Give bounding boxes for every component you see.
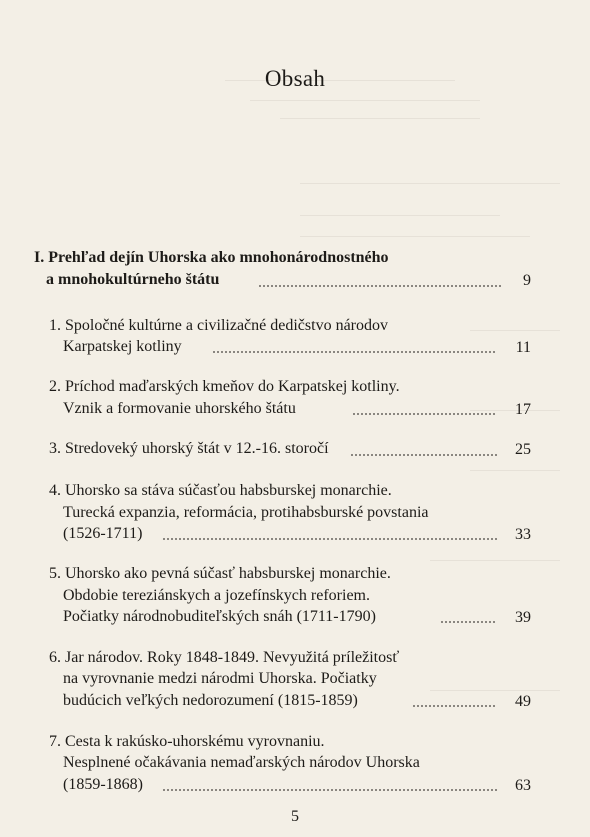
toc-entry-text: Vznik a formovanie uhorského štátu (63, 400, 296, 417)
toc-entry-text: (1526-1711) (63, 525, 143, 542)
toc-page-number: 17 (515, 401, 531, 418)
toc-page-number: 25 (515, 441, 531, 458)
toc-entry-text: na vyrovnanie medzi národmi Uhorska. Počiatky (63, 670, 377, 687)
toc-page-number: 49 (515, 693, 531, 710)
toc-page-number: 11 (515, 339, 531, 356)
dot-leader (162, 789, 497, 791)
dot-leader (162, 538, 497, 540)
toc-entry-text: 3. Stredoveký uhorský štát v 12.-16. storočí (49, 440, 329, 457)
toc-page-number: 39 (515, 609, 531, 626)
page-title: Obsah (264, 66, 326, 91)
dot-leader (352, 413, 497, 415)
toc-entry-text: Turecká expanzia, reformácia, protihabsburské povstania (63, 504, 429, 521)
page-footer-number: 5 (291, 808, 299, 825)
dot-leader (440, 621, 497, 623)
toc-entry-text: Počiatky národnobuditeľských snáh (1711-1790) (63, 608, 376, 625)
toc-page-number: 33 (515, 526, 531, 543)
toc-page-number: 63 (515, 777, 531, 794)
dot-leader (258, 285, 503, 287)
toc-entry-text: 5. Uhorsko ako pevná súčasť habsburskej monarchie. (49, 565, 391, 582)
toc-page-number: 9 (523, 272, 531, 289)
toc-entry-text: Nesplnené očakávania nemaďarských národov Uhorska (63, 754, 420, 771)
toc-entry-text: Obdobie tereziánskych a jozefínskych reforiem. (63, 587, 370, 604)
toc-entry-text: 7. Cesta k rakúsko-uhorskému vyrovnaniu. (49, 733, 325, 750)
toc-entry-text: 4. Uhorsko sa stáva súčasťou habsburskej monarchie. (49, 482, 392, 499)
toc-entry-text: a mnohokultúrneho štátu (46, 271, 220, 288)
dot-leader (412, 705, 497, 707)
toc-entry-text: 6. Jar národov. Roky 1848-1849. Nevyužitá príležitosť (49, 649, 400, 666)
toc-entry-text: Karpatskej kotliny (63, 338, 182, 355)
dot-leader (212, 351, 497, 353)
toc-entry-text: budúcich veľkých nedorozumení (1815-1859) (63, 692, 358, 709)
toc-entry-text: 2. Príchod maďarských kmeňov do Karpatskej kotliny. (49, 378, 400, 395)
toc-entry-text: 1. Spoločné kultúrne a civilizačné dedičstvo národov (49, 317, 389, 334)
toc-entry-text: I. Prehľad dejín Uhorska ako mnohonárodnostného (34, 249, 389, 266)
dot-leader (350, 454, 497, 456)
toc-entry-text: (1859-1868) (63, 776, 143, 793)
